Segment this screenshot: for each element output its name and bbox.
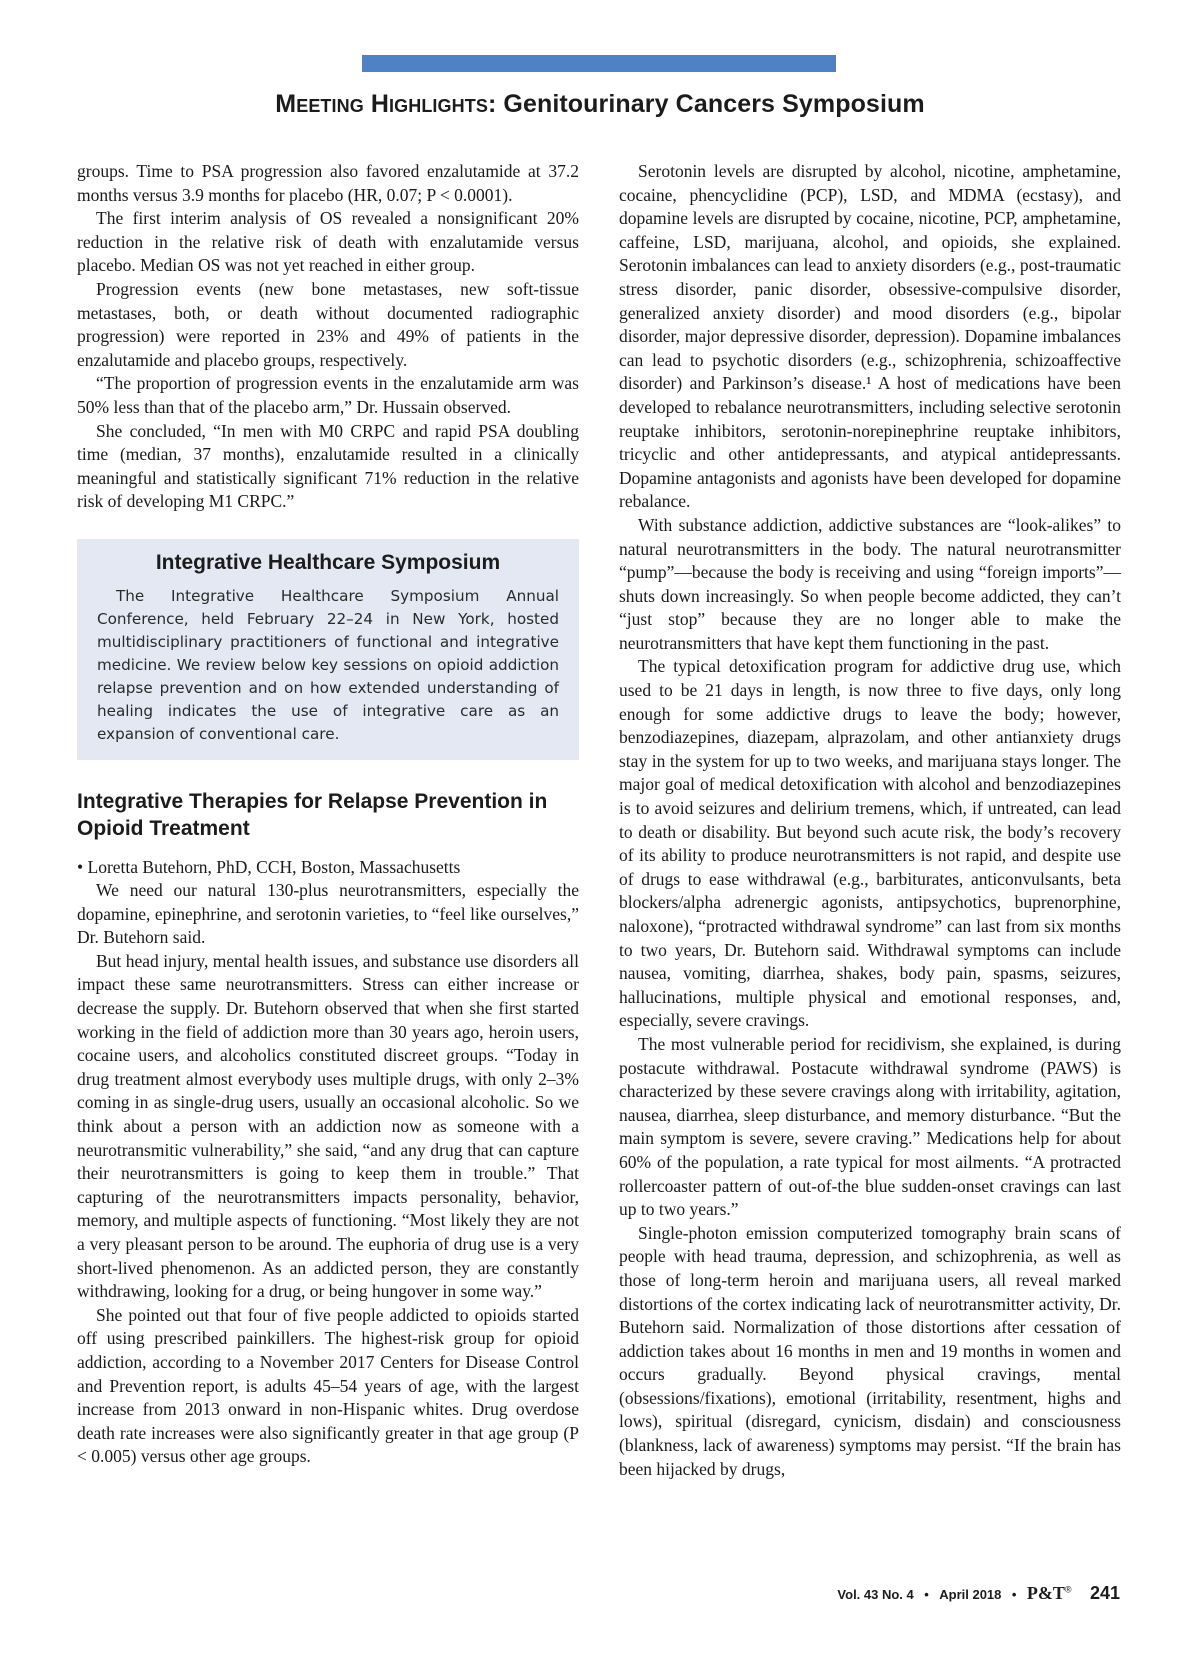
header-title-suffix: : Genitourinary Cancers Symposium [487,90,925,118]
footer-journal-name: P&T [1026,1583,1065,1603]
footer-date: April 2018 [939,1587,1002,1602]
page-header-title [0,90,1200,119]
paragraph: But head injury, mental health issues, and substance use disorders all impact these same neurotransmitters. Stress can either increase or decrease the supply. Dr. Butehorn observed that when she first started working in the field of addiction more than 30 years ago, heroin users, cocaine users, and alcoholics constituted discreet groups. “Today in drug treatment almost everybody uses multiple drugs, with only 2–3% coming in as single-drug users, usually an occasional alcoholic. So we think about a person with an addiction now as someone with a neurotransmitic vulnerability,” she said, “and any drug that can capture their neurotransmitters is going to keep them in trouble.” That capturing of the neurotransmitters impacts personality, behavior, memory, and multiple aspects of functioning. “Most likely they are not a very pleasant person to be around. The euphoria of drug use is a very short-lived phenomenon. As an addicted person, they are constantly withdrawing, looking for a drug, or being hungover in some way.” [77,950,579,1302]
paragraph: The typical detoxification program for addictive drug use, which used to be 21 days in length, is now three to five days, only long enough for some addictive drugs to leave the body; however, benzodiazepines, diazepam, alprazolam, and other antianxiety drugs stay in the system for up to two weeks, and marijuana stays longer. The major goal of medical detoxification with alcohol and benzodiazepines is to avoid seizures and delirium tremens, which, if untreated, can lead to death or disability. But beyond such acute risk, the body’s recovery of its ability to produce neurotransmitters is not rapid, and despite use of drugs to ease withdrawal (e.g., barbiturates, anticonvulsants, beta blockers/alpha adrenergic agonists, antipsychotics, buprenorphine, naloxone), “protracted withdrawal syndrome” can last from six months to two years, Dr. Butehorn said. Withdrawal symptoms can include nausea, vomiting, diarrhea, shakes, body pain, spasms, seizures, hallucinations, multiple physical and emotional responses, and, especially, severe cravings. [619,656,1121,1031]
section-heading: Integrative Therapies for Relapse Prevention in Opioid Treatment [77,789,548,840]
paragraph: The most vulnerable period for recidivism, she explained, is during postacute withdrawal. Postacute withdrawal syndrome (PAWS) is characterized by these severe cravings along with irritability, agitation, nausea, diarrhea, sleep disturbance, and memory disturbance. “But the main symptom is severe, severe craving.” Medications help for about 60% of the population, a rate typical for most ailments. “A protracted rollercoaster pattern of out-of-the blue sudden-onset cravings can last up to two years.” [619,1033,1121,1220]
left-column [77,160,579,1469]
symposium-sidebar-box [77,539,579,760]
paragraph: She pointed out that four of five people addicted to opioids started off using prescribed painkillers. The highest-risk group for opioid addiction, according to a November 2017 Centers for Disease Control and Prevention report, is adults 45–54 years of age, with the largest increase from 2013 onward in non-Hispanic whites. Drug overdose death rate increases were also significantly greater in that age group (P < 0.005) versus other age groups. [77,1304,579,1467]
paragraph: “The proportion of progression events in the enzalutamide arm was 50% less than that of the placebo arm,” Dr. Hussain observed. [77,373,579,417]
byline: • Loretta Butehorn, PhD, CCH, Boston, Massachusetts [77,856,461,877]
footer-page-number: 241 [1089,1583,1120,1603]
footer-separator: • [1011,1587,1017,1602]
header-accent-bar [362,55,836,72]
footer-volume: Vol. 43 No. 4 [837,1587,914,1602]
sidebar-title: Integrative Healthcare Symposium [155,550,501,574]
header-title-prefix: Meeting Highlights [275,90,488,118]
footer-separator: • [924,1587,929,1602]
paragraph: Serotonin levels are disrupted by alcohol, nicotine, amphetamine, cocaine, phencyclidine (PCP), LSD, and MDMA (ecstasy), and dopamine levels are disrupted by cocaine, nicotine, PCP, amphetamine, caffeine, LSD, marijuana, alcohol, and opioids, she explained. Serotonin imbalances can lead to anxiety disorders (e.g., post-traumatic stress disorder, panic disorder, obsessive-compulsive disorder, generalized anxiety disorder) and mood disorders (e.g., bipolar disorder, major depressive disorder, depression). Dopamine imbalances can lead to psychotic disorders (e.g., schizophrenia, schizoaffective disorder) and Parkinson’s disease.¹ A host of medications have been developed to rebalance neurotransmitters, including selective serotonin reuptake inhibitors, serotonin-norepinephrine reuptake inhibitors, tricyclic and other antidepressants, and atypical antidepressants. Dopamine antagonists and agonists have been developed for dopamine rebalance. [619,161,1121,512]
sidebar-body: The Integrative Healthcare Symposium Annual Conference, held February 22–24 in New York, hosted multidisciplinary practitioners of functional and integrative medicine. We review below key sessions on opioid addiction relapse prevention and on how extended understanding of healing indicates the use of integrative care as an expansion of conventional care. [97,586,559,743]
paragraph: groups. Time to PSA progression also favored enzalutamide at 37.2 months versus 3.9 months for placebo (HR, 0.07; P < 0.0001). [77,161,579,205]
paragraph: The first interim analysis of OS revealed a nonsignificant 20% reduction in the relative risk of death with enzalutamide versus placebo. Median OS was not yet reached in either group. [77,208,579,276]
footer-registered-mark: ® [1064,1584,1072,1595]
paragraph: Single-photon emission computerized tomography brain scans of people with head trauma, depression, and schizophrenia, as well as those of long-term heroin and marijuana users, all reveal marked distortions of the cortex indicating lack of neurotransmitter activity, Dr. Butehorn said. Normalization of those distortions after cessation of addiction takes about 16 months in men and 19 months in women and occurs gradually. Beyond physical cravings, mental (obsessions/fixations), emotional (irritability, resentment, highs and lows), spiritual (disregard, cynicism, disdain) and consciousness (blankness, lack of awareness) symptoms may persist. “If the brain has been hijacked by drugs, [619,1222,1121,1479]
paragraph: We need our natural 130-plus neurotransmitters, especially the dopamine, epinephrine, and serotonin varieties, to “feel like ourselves,” Dr. Butehorn said. [77,880,579,948]
paragraph: Progression events (new bone metastases, new soft-tissue metastases, both, or death without documented radiographic progression) were reported in 23% and 49% of patients in the enzalutamide and placebo groups, respectively. [77,278,579,370]
right-column [619,160,1121,1481]
page-footer [837,1583,1120,1604]
paragraph: With substance addiction, addictive substances are “look-alikes” to natural neurotransmitters in the body. The natural neurotransmitter “pump”—because the body is receiving and using “foreign imports”—shuts down increasingly. So when people become addicted, they can’t “just stop” because they are no longer able to make the neurotransmitters that have kept them functioning in the past. [619,514,1121,653]
paragraph: She concluded, “In men with M0 CRPC and rapid PSA doubling time (median, 37 months), enzalutamide resulted in a clinically meaningful and statistically significant 71% reduction in the relative risk of developing M1 CRPC.” [77,420,579,512]
